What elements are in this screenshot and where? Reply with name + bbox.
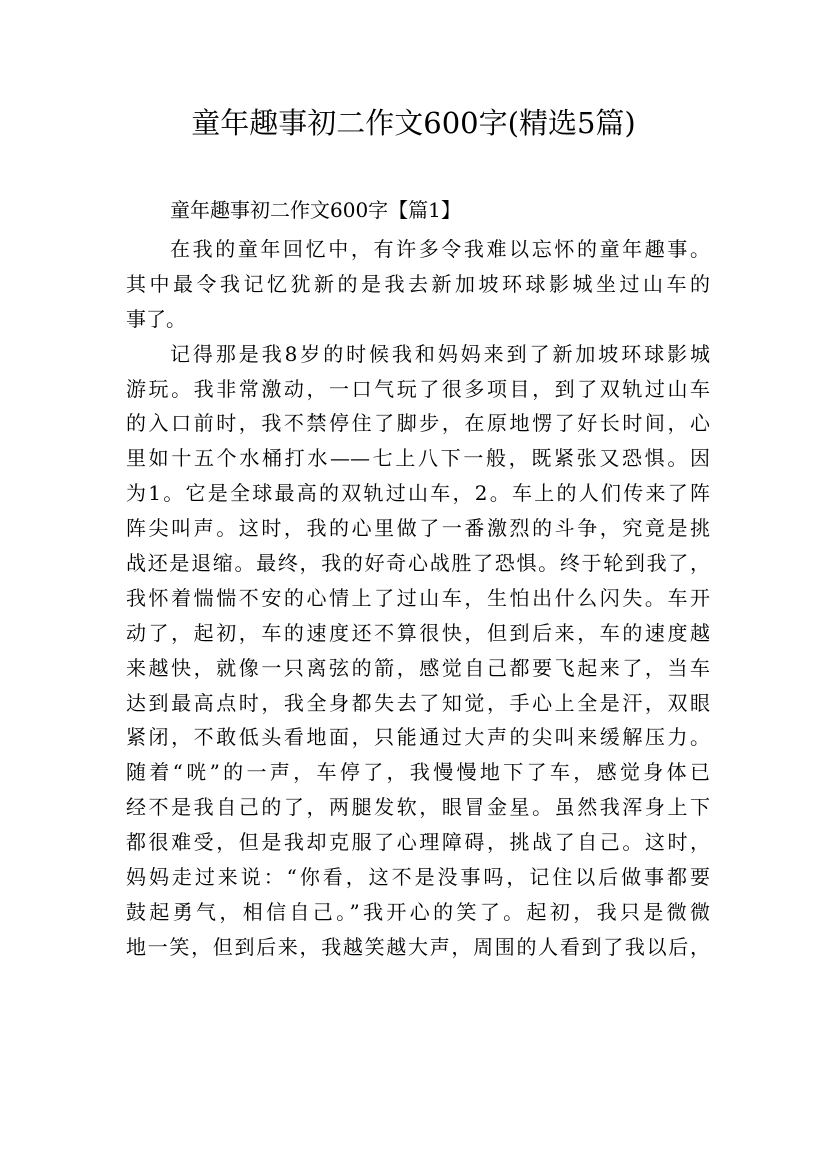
text-line: 在我的童年回忆中，有许多令我难以忘怀的童年趣事。 [170,237,710,261]
text-line: 的入口前时，我不禁停住了脚步，在原地愣了好长时间，心 [126,411,710,436]
text-line: 战还是退缩。最终，我的好奇心战胜了恐惧。终于轮到我了， [126,551,710,576]
text-line: 记得那是我8岁的时候我和妈妈来到了新加坡环球影城 [170,341,710,366]
text-line: 其中最令我记忆犹新的是我去新加坡环球影城坐过山车的 [126,271,710,296]
text-line: 都很难受，但是我却克服了心理障碍，挑战了自己。这时， [126,830,710,855]
text-line: 事了。 [126,306,186,331]
text-line: 妈妈走过来说：“你看，这不是没事吗，记住以后做事都要 [126,865,710,890]
text-line: 我怀着惴惴不安的心情上了过山车，生怕出什么闪失。车开 [126,585,710,610]
text-line: 动了，起初，车的速度还不算很快，但到后来，车的速度越 [126,620,710,645]
text-line: 里如十五个水桶打水——七上八下一般，既紧张又恐惧。因 [126,446,710,471]
text-line: 鼓起勇气，相信自己。”我开心的笑了。起初，我只是微微 [126,899,710,924]
text-line: 紧闭，不敢低头看地面，只能通过大声的尖叫来缓解压力。 [126,725,710,750]
text-line: 为1。它是全球最高的双轨过山车，2。车上的人们传来了阵 [126,481,710,506]
section-heading: 童年趣事初二作文600字【篇1】 [170,198,461,222]
text-line: 经不是我自己的了，两腿发软，眼冒金星。虽然我浑身上下 [126,795,710,820]
text-line: 游玩。我非常激动，一口气玩了很多项目，到了双轨过山车 [126,376,710,401]
text-line: 随着“咣”的一声，车停了，我慢慢地下了车，感觉身体已 [126,760,710,785]
body-text [126,232,710,965]
text-line: 地一笑，但到后来，我越笑越大声，周围的人看到了我以后， [126,934,710,959]
text-line: 达到最高点时，我全身都失去了知觉，手心上全是汗，双眼 [126,690,710,715]
document-title: 童年趣事初二作文600字(精选5篇) [191,106,636,140]
text-line: 阵尖叫声。这时，我的心里做了一番激烈的斗争，究竟是挑 [126,516,710,541]
text-line: 来越快，就像一只离弦的箭，感觉自己都要飞起来了，当车 [126,655,710,680]
